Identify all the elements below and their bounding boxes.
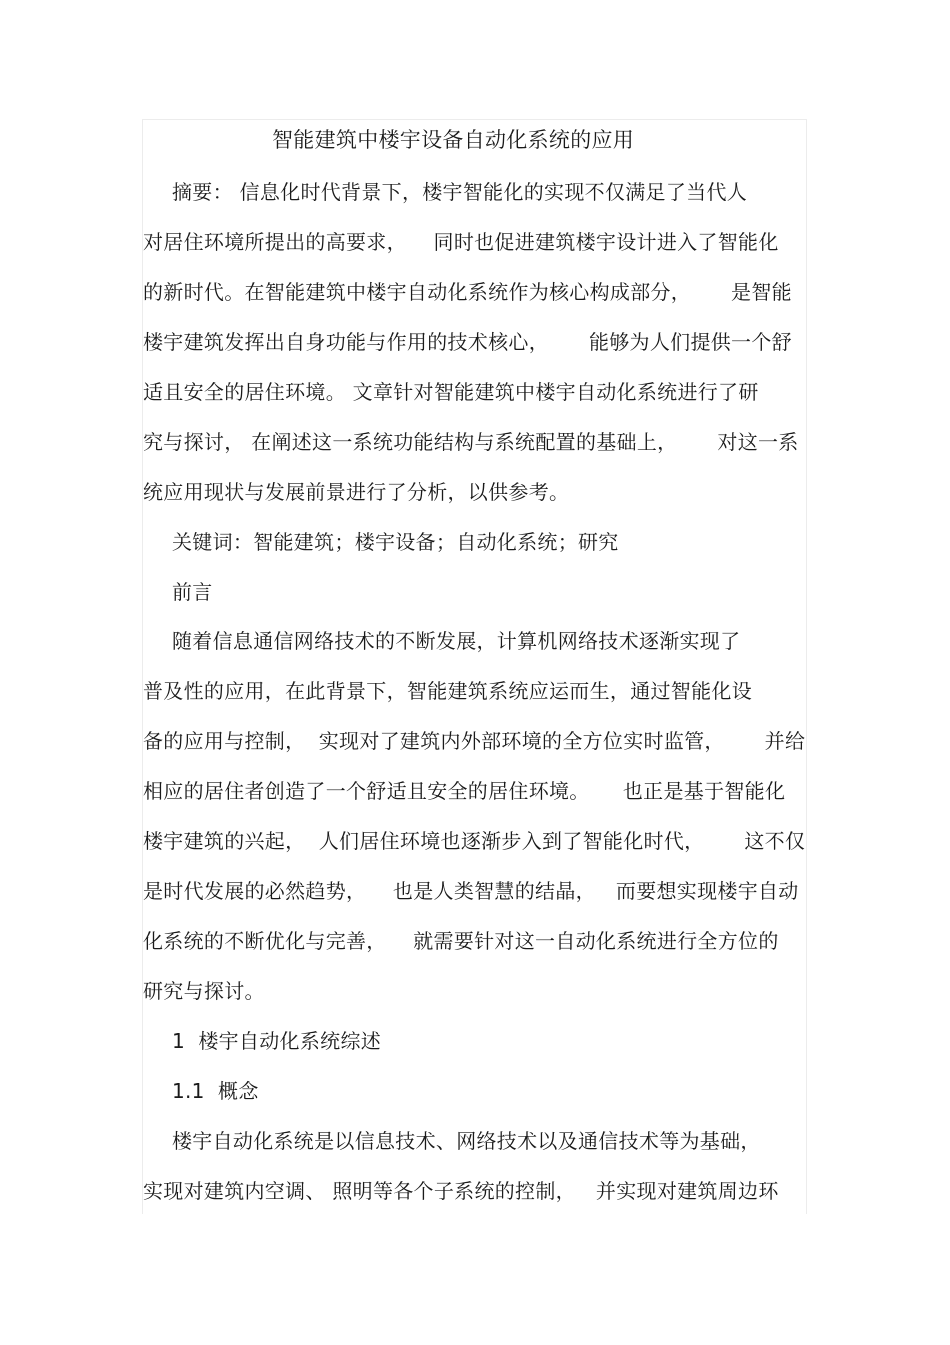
abstract-line-1: 摘要： 信息化时代背景下，楼宇智能化的实现不仅满足了当代人 [172, 180, 748, 204]
abstract-line-6: 究与探讨， 在阐述这一系统功能结构与系统配置的基础上， 对这一系 [143, 430, 799, 454]
concept-line-1: 楼宇自动化系统是以信息技术、网络技术以及通信技术等为基础， [172, 1129, 761, 1153]
body-line-2: 普及性的应用，在此背景下，智能建筑系统应运而生，通过智能化设 [143, 679, 752, 703]
abstract-line-3: 的新时代。在智能建筑中楼宇自动化系统作为核心构成部分， 是智能 [143, 280, 792, 304]
keywords-line: 关键词：智能建筑；楼宇设备；自动化系统；研究 [172, 530, 619, 554]
section-heading-1: 1 楼宇自动化系统综述 [172, 1029, 382, 1053]
document-title: 智能建筑中楼宇设备自动化系统的应用 [272, 128, 635, 152]
body-line-8: 研究与探讨。 [143, 979, 265, 1003]
body-line-3: 备的应用与控制， 实现对了建筑内外部环境的全方位实时监管， 并给 [143, 729, 806, 753]
abstract-line-5: 适且安全的居住环境。 文章针对智能建筑中楼宇自动化系统进行了研 [143, 380, 759, 404]
preface-heading: 前言 [172, 580, 213, 604]
abstract-line-4: 楼宇建筑发挥出自身功能与作用的技术核心， 能够为人们提供一个舒 [143, 330, 792, 354]
body-line-6: 是时代发展的必然趋势， 也是人类智慧的结晶， 而要想实现楼宇自动 [143, 879, 799, 903]
body-line-4: 相应的居住者创造了一个舒适且安全的居住环境。 也正是基于智能化 [143, 779, 786, 803]
concept-line-2: 实现对建筑内空调、 照明等各个子系统的控制， 并实现对建筑周边环 [143, 1179, 779, 1203]
body-line-5: 楼宇建筑的兴起， 人们居住环境也逐渐步入到了智能化时代， 这不仅 [143, 829, 806, 853]
abstract-line-2: 对居住环境所提出的高要求， 同时也促进建筑楼宇设计进入了智能化 [143, 230, 779, 254]
body-line-1: 随着信息通信网络技术的不断发展，计算机网络技术逐渐实现了 [172, 629, 741, 653]
body-line-7: 化系统的不断优化与完善， 就需要针对这一自动化系统进行全方位的 [143, 929, 779, 953]
subsection-heading-1-1: 1.1 概念 [172, 1079, 259, 1103]
abstract-line-7: 统应用现状与发展前景进行了分析，以供参考。 [143, 480, 570, 504]
